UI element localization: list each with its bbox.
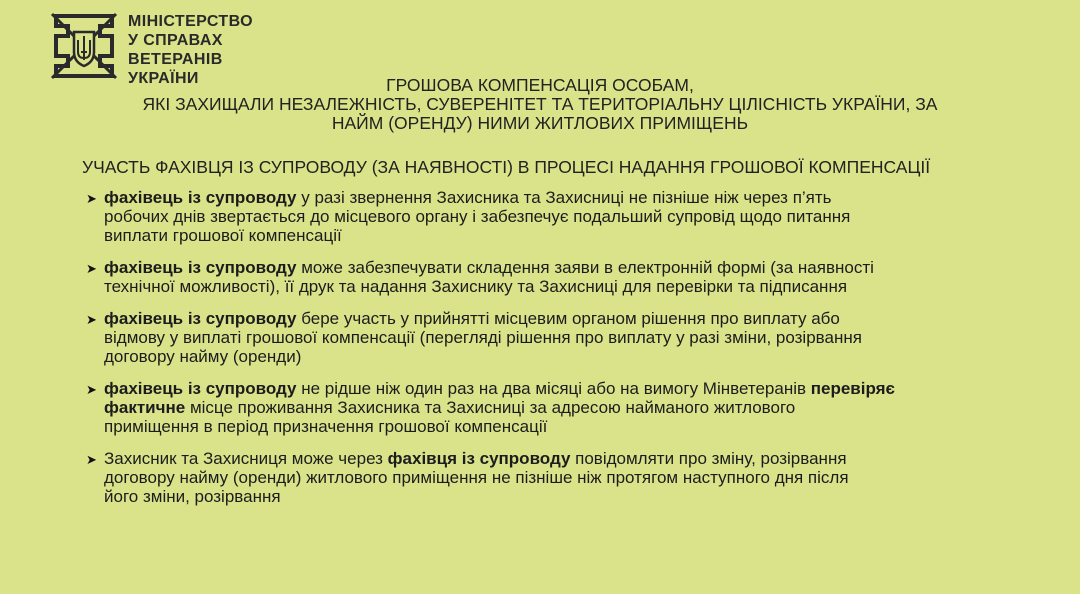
emphasis-text: фахівець із супроводу: [104, 188, 297, 207]
ministry-name-line: ВЕТЕРАНІВ: [128, 51, 223, 68]
body-text: робочих днів звертається до місцевого органу і забезпечує подальший супровід щодо питання: [104, 207, 851, 226]
body-text: може забезпечувати складення заяви в електронній формі (за наявності: [296, 258, 874, 277]
emphasis-text: перевіряє: [810, 379, 895, 398]
bullet-list: [86, 188, 1036, 519]
body-text: договору найму (оренди) житлового приміщення не пізніше ніж протягом наступного дня після: [104, 468, 849, 487]
list-item: [86, 258, 1036, 296]
body-text: у разі звернення Захисника та Захисниці не пізніше ніж через п’ять: [296, 188, 832, 207]
list-item-line: [104, 207, 1036, 226]
title-line: ЯКІ ЗАХИЩАЛИ НЕЗАЛЕЖНІСТЬ, СУВЕРЕНІТЕТ ТА ТЕРИТОРІАЛЬНУ ЦІЛІСНІСТЬ УКРАЇНИ, ЗА: [142, 94, 938, 114]
list-item: [86, 309, 1036, 366]
list-item-line: [104, 226, 1036, 245]
emphasis-text: фахівця із супроводу: [387, 449, 571, 468]
ministry-name-line: МІНІСТЕРСТВО: [128, 13, 253, 30]
list-item-line: [104, 417, 1036, 436]
list-item-line: [104, 468, 1036, 487]
body-text: місце проживання Захисника та Захисниці за адресою найманого житлового: [185, 398, 796, 417]
list-item-line: [104, 188, 1036, 207]
arrow-bullet-icon: ➤: [86, 382, 97, 397]
page-title: [60, 76, 1020, 133]
emphasis-text: фахівець із супроводу: [104, 258, 297, 277]
list-item-line: [104, 347, 1036, 366]
emphasis-text: фахівець із супроводу: [104, 309, 297, 328]
arrow-bullet-icon: ➤: [86, 312, 97, 327]
ministry-emblem-icon: [48, 10, 120, 82]
body-text: повідомляти про зміну, розірвання: [570, 449, 847, 468]
ministry-name-line: У СПРАВАХ: [128, 32, 223, 49]
title-line: НАЙМ (ОРЕНДУ) НИМИ ЖИТЛОВИХ ПРИМІЩЕНЬ: [331, 113, 749, 133]
body-text: виплати грошової компенсації: [104, 226, 342, 245]
list-item-line: [104, 309, 1036, 328]
list-item-line: [104, 487, 1036, 506]
body-text: технічної можливості), її друк та надання Захиснику та Захисниці для перевірки та підписання: [104, 277, 848, 296]
arrow-bullet-icon: ➤: [86, 261, 97, 276]
body-text: бере участь у прийнятті місцевим органом рішення про виплату або: [296, 309, 840, 328]
body-text: відмову у виплаті грошової компенсації (перегляді рішення про виплату у разі зміни, розірвання: [104, 328, 862, 347]
list-item-line: [104, 277, 1036, 296]
body-text: приміщення в період призначення грошової компенсації: [104, 417, 548, 436]
ministry-name-line: УКРАЇНИ: [128, 70, 199, 87]
list-item-line: [104, 449, 1036, 468]
list-item-line: [104, 398, 1036, 417]
body-text: договору найму (оренди): [104, 347, 302, 366]
arrow-bullet-icon: ➤: [86, 191, 97, 206]
emphasis-text: фахівець із супроводу: [104, 379, 297, 398]
section-heading: УЧАСТЬ ФАХІВЦЯ ІЗ СУПРОВОДУ (ЗА НАЯВНОСТІ) В ПРОЦЕСІ НАДАННЯ ГРОШОВОЇ КОМПЕНСАЦІЇ: [82, 157, 931, 177]
list-item: [86, 379, 1036, 436]
list-item: [86, 449, 1036, 506]
list-item-line: [104, 258, 1036, 277]
list-item: [86, 188, 1036, 245]
list-item-line: [104, 328, 1036, 347]
body-text: Захисник та Захисниця може через: [104, 449, 388, 468]
arrow-bullet-icon: ➤: [86, 452, 97, 467]
emphasis-text: фактичне: [104, 398, 186, 417]
title-line: ГРОШОВА КОМПЕНСАЦІЯ ОСОБАМ,: [386, 75, 694, 95]
body-text: його зміни, розірвання: [104, 487, 281, 506]
list-item-line: [104, 379, 1036, 398]
body-text: не рідше ніж один раз на два місяці або на вимогу Мінветеранів: [296, 379, 811, 398]
